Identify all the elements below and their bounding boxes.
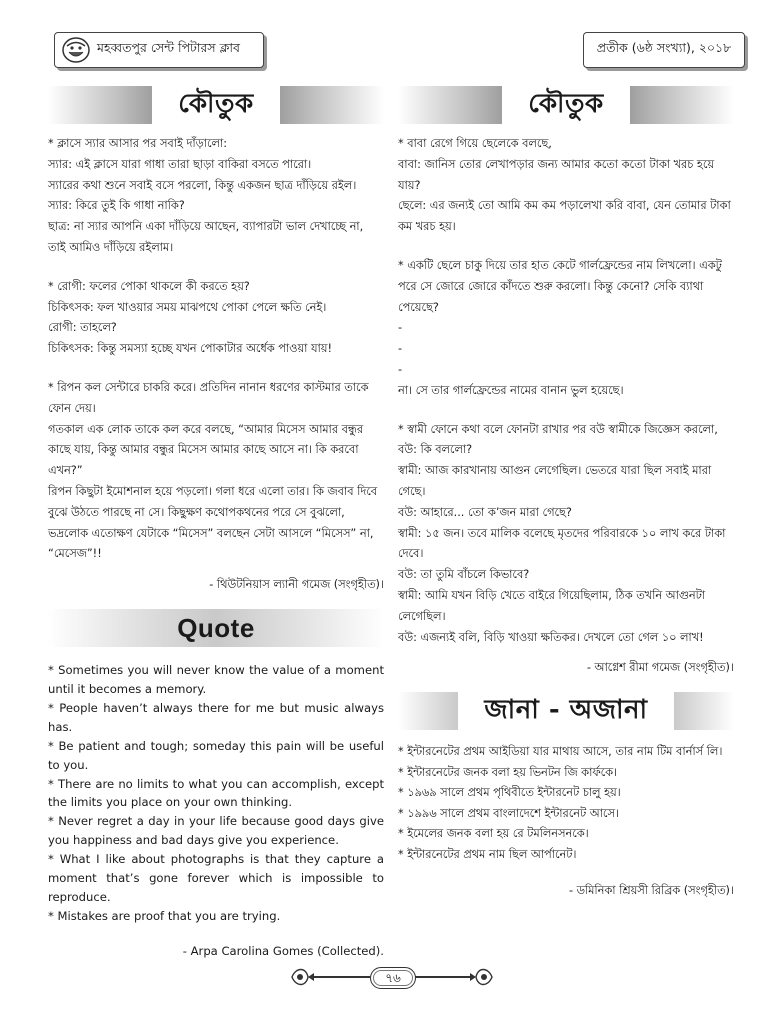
- fact-item: * ১৯৬৯ সালে প্রথম পৃথিবীতে ইন্টারনেট চালু হয়।: [398, 786, 621, 800]
- joke-line: রিপন কিছুটা ইমোশনাল হয়ে পড়লো। গলা ধরে এলো তার। কি জবাব দিবে বুঝে উঠতে পারছে না সে। কিছুক্ষণ কথোপকথনের পরে সে বুঝলো, ভদ্রলোক এতোক্ষণ যেটাকে “মিসেস” বলছেন সেটা আসলে “মিসেস” না, “মেসেজ”!!: [48, 484, 378, 561]
- joke-line: -: [398, 342, 403, 356]
- fact-item: * ইমেলের জনক বলা হয় রে টমলিনসনকে।: [398, 827, 589, 841]
- left-column: [48, 86, 384, 958]
- quote-item: * What I like about photographs is that they capture a moment that’s gone forever which is impossible to reproduce.: [48, 852, 384, 905]
- section-title: জানা - অজানা: [458, 687, 673, 735]
- joke-line: * স্বামী ফোনে কথা বলে ফোনটা রাখার পর বউ স্বামীকে জিজ্ঞেস করলো,: [398, 422, 718, 436]
- section-title: Quote: [177, 612, 255, 643]
- jokes-left: [48, 134, 384, 565]
- fact-item: * ইন্টারনেটের জনক বলা হয় ভিনটন জি কার্ফকে।: [398, 765, 618, 779]
- section-title: কৌতুক: [152, 81, 279, 129]
- quote-item: * Never regret a day in your life because good days give you happiness and bad days give you experience.: [48, 814, 384, 848]
- quote-item: * Be patient and tough; someday this pain will be useful to you.: [48, 738, 384, 772]
- joke-line: না। সে তার গার্লফ্রেন্ডের নামের বানান ভুল হয়েছে।: [398, 383, 624, 397]
- quote-item: * Mistakes are proof that you are trying.: [48, 908, 281, 923]
- joke-line: বউ: আহারে... তো ক’জন মারা গেছে?: [398, 505, 572, 519]
- joke-line: * ক্লাসে স্যার আসার পর সবাই দাঁড়ালো:: [48, 137, 228, 150]
- quotes-list: [48, 661, 384, 926]
- section-banner-quote: [48, 609, 384, 647]
- page-footer: [288, 962, 496, 992]
- section-banner-jokes-left: [48, 86, 384, 124]
- jokes-left-credit: - থিউটনিয়াস ল্যানী গমেজ (সংগৃহীত)।: [209, 578, 384, 592]
- jokes-right-credit: - আগ্নেশ রীমা গমেজ (সংগৃহীত)।: [586, 661, 734, 675]
- joke-line: * বাবা রেগে গিয়ে ছেলেকে বলছে,: [398, 137, 552, 150]
- fact-item: * ইন্টারনেটের প্রথম আইডিয়া যার মাথায় আসে, তার নাম টিম বার্নার্স লি।: [398, 745, 723, 759]
- joke-line: চিকিৎসক: ফল খাওয়ার সময় মাঝপথে পোকা পেলে ক্ষতি নেই।: [48, 300, 327, 314]
- quotes-credit: - Arpa Carolina Gomes (Collected).: [182, 943, 384, 958]
- club-header-tag: [54, 32, 264, 68]
- joke-line: বউ: এজন্যই বলি, বিড়ি খাওয়া ক্ষতিকর। দেখলে তো গেল ১০ লাখ!: [398, 630, 704, 644]
- page-number: ৭৬: [370, 967, 416, 989]
- joke-line: স্বামী: আজ কারখানায় আগুন লেগেছিল। ভেতরে যারা ছিল সবাই মারা গেছে।: [398, 464, 712, 498]
- joke-line: ছেলে: এর জন্যই তো আমি কম কম পড়ালেখা করি বাবা, যেন তোমার টাকা কম খরচ হয়।: [398, 199, 731, 234]
- quote-item: * People haven’t always there for me but music always has.: [48, 700, 384, 734]
- publication-tag: [583, 32, 745, 68]
- joke-line: -: [398, 362, 403, 376]
- joke-line: * একটি ছেলে চাকু দিয়ে তার হাত কেটে গার্লফ্রেন্ডের নাম লিখলো। একটু পরে সে জোরে জোরে কাঁদতে শুরু করলো। কিন্তু কেনো? সেকি ব্যাথা পেয়েছে?: [398, 258, 722, 314]
- right-column: [398, 86, 734, 901]
- joke-line: স্যারের কথা শুনে সবাই বসে পরলো, কিন্তু একজন ছাত্র দাঁড়িয়ে রইল।: [48, 178, 357, 192]
- publication-title: প্রতীক (৬ষ্ঠ সংখ্যা), ২০১৮: [596, 40, 732, 55]
- jokes-right: [398, 134, 734, 648]
- joke-line: রোগী: তাহলে?: [48, 321, 117, 335]
- joke-line: স্বামী: আমি যখন বিড়ি খেতে বাইরে গিয়েছিলাম, ঠিক তখনি আগুনটা লেগেছিল।: [398, 588, 706, 623]
- section-banner-jokes-right: [398, 86, 734, 124]
- joke-line: বউ: তা তুমি বাঁচলে কিভাবে?: [398, 568, 530, 582]
- joke-line: গতকাল এক লোক তাকে কল করে বলছে, “আমার মিসেস আমার বন্ধুর কাছে যায়, কিন্তু আমার বন্ধুর মিসেস আমার কাছে আসে না। কি করবো এখন?”: [48, 422, 364, 478]
- quote-item: * Sometimes you will never know the value of a moment until it becomes a memory.: [48, 663, 384, 697]
- joke-line: -: [398, 321, 403, 335]
- joke-line: স্বামী: ১৫ জন। তবে মালিক বলেছে মৃতদের পরিবারকে ১০ লাখ করে টাকা দেবে।: [398, 526, 726, 561]
- joke-line: বউ: কি বললো?: [398, 443, 473, 457]
- joke-line: চিকিৎসক: কিন্তু সমস্যা হচ্ছে যখন পোকাটার অর্ধেক পাওয়া যায়!: [48, 342, 332, 356]
- joke-line: * রোগী: ফলের পোকা থাকলে কী করতে হয়?: [48, 279, 250, 293]
- joke-line: ছাত্র: না স্যার আপনি একা দাঁড়িয়ে আছেন, ব্যাপারটা ভাল দেখাচ্ছে না, তাই আমিও দাঁড়িয়ে রইলাম।: [48, 220, 364, 254]
- section-banner-facts: [398, 692, 734, 730]
- fact-item: * ইন্টারনেটের প্রথম নাম ছিল আর্পানেট।: [398, 847, 577, 861]
- joke-line: * রিপন কল সেন্টারে চাকরি করে। প্রতিদিন নানান ধরণের কাস্টমার তাকে ফোন দেয়।: [48, 380, 369, 415]
- quote-item: * There are no limits to what you can accomplish, except the limits you place on your own thinking.: [48, 776, 384, 810]
- club-name: মহব্বতপুর সেন্ট পিটারস ক্লাব: [97, 40, 240, 55]
- section-title: কৌতুক: [502, 81, 629, 129]
- joke-line: স্যার: কিরে তুই কি গাধা নাকি?: [48, 199, 185, 213]
- club-logo-icon: [61, 36, 91, 64]
- joke-line: বাবা: জানিস তোর লেখাপড়ার জন্য আমার কতো কতো টাকা খরচ হয়ে যায়?: [398, 157, 715, 192]
- fact-item: * ১৯৯৬ সালে প্রথম বাংলাদেশে ইন্টারনেট আসে।: [398, 806, 619, 820]
- facts-list: [398, 742, 734, 865]
- facts-credit: - ডমিনিকা শ্রিয়সী রিব্রিক (সংগৃহীত)।: [568, 884, 734, 898]
- joke-line: স্যার: এই ক্লাসে যারা গাধা তারা ছাড়া বাকিরা বসতে পারো।: [48, 157, 312, 171]
